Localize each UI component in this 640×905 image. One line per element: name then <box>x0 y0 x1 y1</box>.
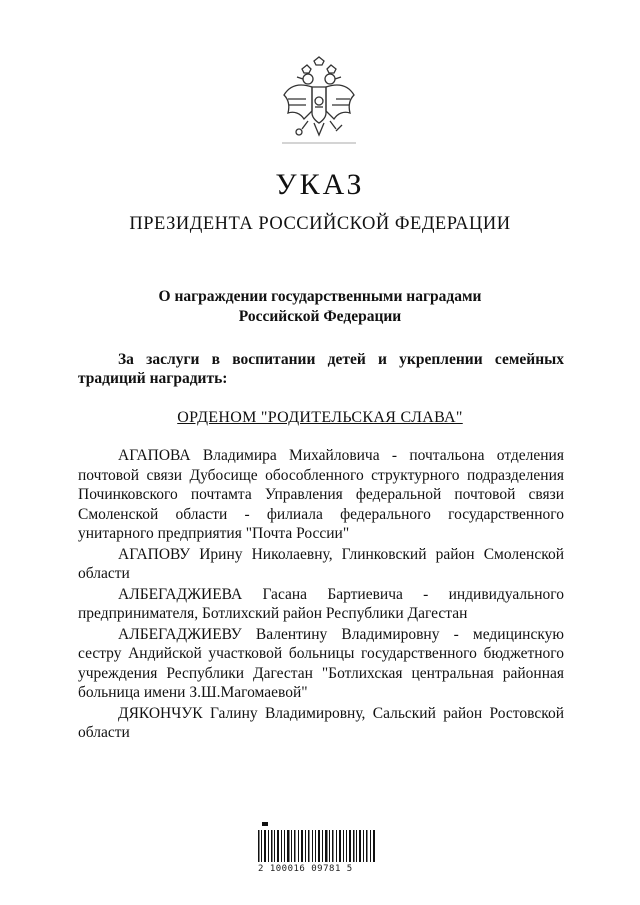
award-entry: АЛБЕГАДЖИЕВУ Валентину Владимировну - медицинскую сестру Андийской участковой больницы государственного бюджетного учреждения Республики Дагестан "Ботлихская центральная районная больница имени З.Ш.Магомаевой" <box>78 625 564 701</box>
subject-line-1: О награждении государственными наградами <box>158 288 482 305</box>
award-entry: АГАПОВА Владимира Михайловича - почтальона отделения почтовой связи Дубосище обособленного структурного подразделения Починковского почтамта Управления федеральной почтовой связи Смоленской области - филиала федерального государственного унитарного предприятия "Почта России" <box>78 447 564 542</box>
award-entry: АГАПОВУ Ирину Николаевну, Глинковский район Смоленской области <box>78 545 564 582</box>
decree-subtitle: ПРЕЗИДЕНТА РОССИЙСКОЙ ФЕДЕРАЦИИ <box>129 214 511 234</box>
decree-intro: За заслуги в воспитании детей и укреплении семейных традиций наградить: <box>78 351 564 387</box>
award-entry: ДЯКОНЧУК Галину Владимировну, Сальский район Ростовской области <box>78 704 564 741</box>
decree-subject <box>0 287 640 327</box>
decree-title: УКАЗ <box>275 168 365 201</box>
barcode-number: 2 100016 09781 5 <box>258 864 353 874</box>
order-name: ОРДЕНОМ "РОДИТЕЛЬСКАЯ СЛАВА" <box>177 409 463 426</box>
russian-coat-of-arms-icon <box>278 55 360 147</box>
barcode-icon <box>258 822 376 862</box>
subject-line-2: Российской Федерации <box>238 308 402 325</box>
award-list <box>78 446 564 744</box>
award-entry: АЛБЕГАДЖИЕВА Гасана Бартиевича - индивидуального предпринимателя, Ботлихский район Республики Дагестан <box>78 585 564 622</box>
